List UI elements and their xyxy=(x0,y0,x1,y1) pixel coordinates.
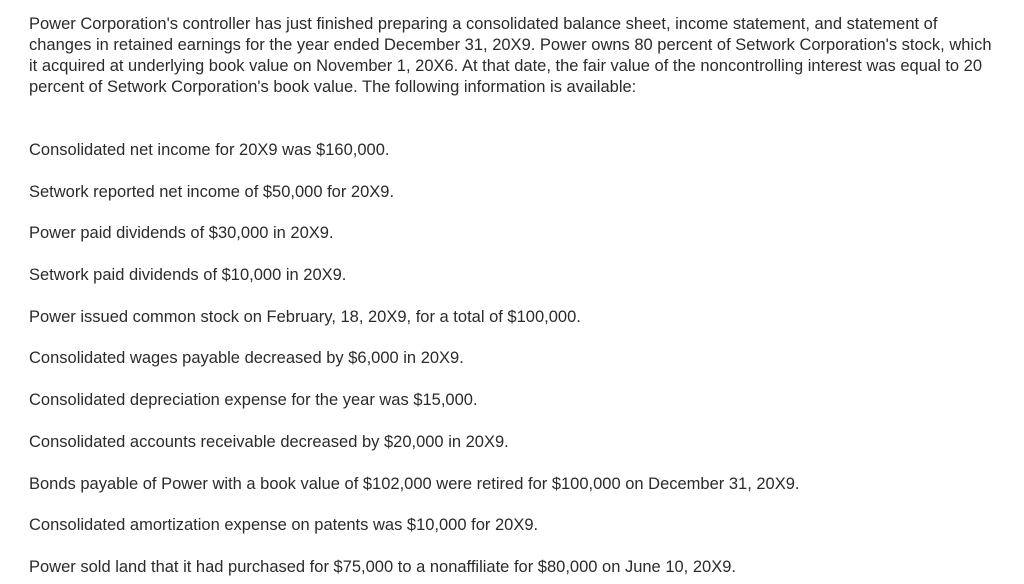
fact-accounts-receivable: Consolidated accounts receivable decreased by $20,000 in 20X9. xyxy=(29,432,509,451)
facts-list xyxy=(29,140,800,584)
fact-wages-payable: Consolidated wages payable decreased by $6,000 in 20X9. xyxy=(29,349,464,368)
fact-patent-amortization: Consolidated amortization expense on patents was $10,000 for 20X9. xyxy=(29,516,539,535)
fact-setwork-dividends: Setwork paid dividends of $10,000 in 20X9. xyxy=(29,266,347,285)
fact-power-dividends: Power paid dividends of $30,000 in 20X9. xyxy=(29,224,334,243)
fact-consolidated-net-income: Consolidated net income for 20X9 was $160,000. xyxy=(29,141,390,159)
problem-document xyxy=(29,0,999,584)
fact-common-stock-issued: Power issued common stock on February, 18, 20X9, for a total of $100,000. xyxy=(29,307,581,326)
fact-bonds-retired: Bonds payable of Power with a book value of $102,000 were retired for $100,000 on December 31, 20X9. xyxy=(29,474,800,493)
fact-setwork-net-income: Setwork reported net income of $50,000 for 20X9. xyxy=(29,182,395,201)
problem-intro: Power Corporation's controller has just finished preparing a consolidated balance sheet, income statement, and statement of changes in retained earnings for the year ended December 31, 20X9. Power owns 80 percent of Setwork Corporation's stock, which it acquired at underlying book value on November 1, 20X6. At that date, the fair value of the noncontrolling interest was equal to 20 percent of Setwork Corporation's book value. The following information is available: xyxy=(29,15,992,96)
fact-depreciation-expense: Consolidated depreciation expense for the year was $15,000. xyxy=(29,391,478,410)
fact-land-sale: Power sold land that it had purchased for $75,000 to a nonaffiliate for $80,000 on June 10, 20X9. xyxy=(29,557,736,576)
